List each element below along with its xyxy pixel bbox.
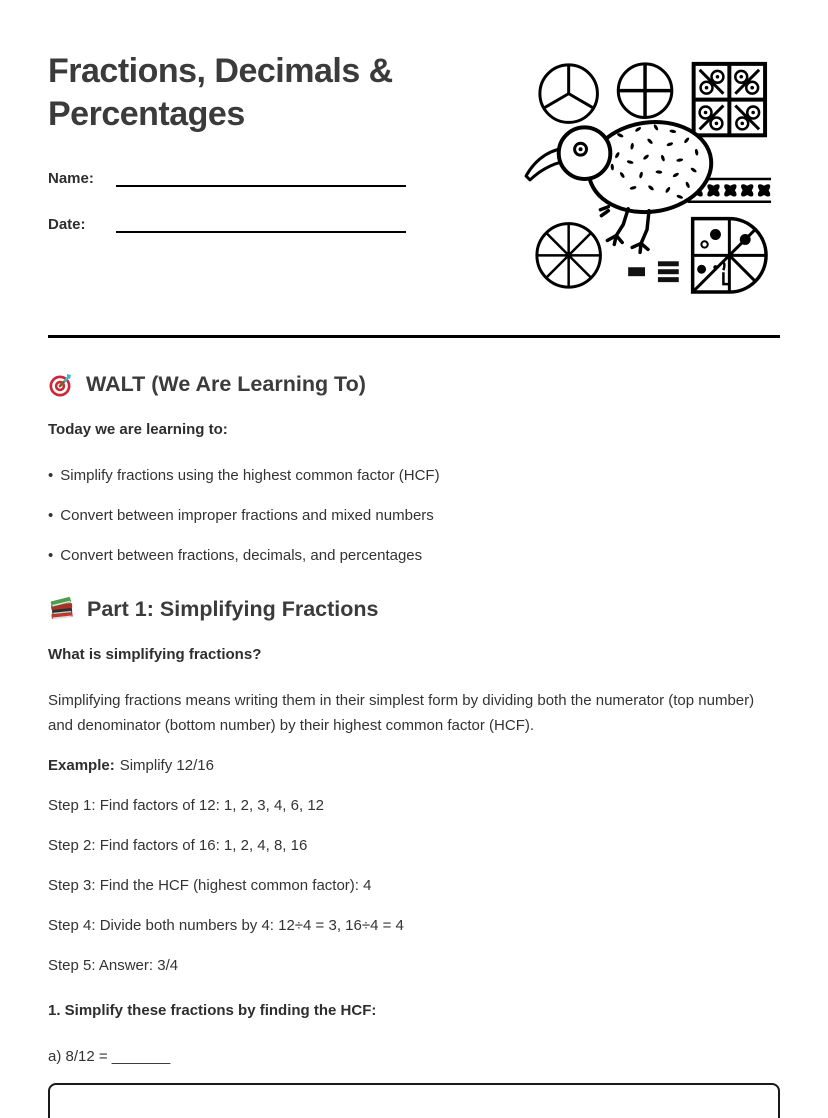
- walt-heading-text: WALT (We Are Learning To): [86, 372, 366, 396]
- walt-bullet-2: • Convert between improper fractions and mixed numbers: [48, 507, 434, 524]
- thirds-fraction-circle: [540, 65, 598, 123]
- step-1: Step 1: Find factors of 12: 1, 2, 3, 4, 6, 12: [48, 797, 324, 814]
- koru-pattern-square: [694, 64, 765, 135]
- exercise-item-a: a) 8/12 = _______: [48, 1048, 171, 1065]
- date-field-row: [48, 208, 508, 233]
- walt-bullet-1: • Simplify fractions using the highest common factor (HCF): [48, 467, 440, 484]
- walt-heading: [48, 371, 780, 398]
- kiwi-bird: [526, 114, 717, 252]
- step-5: Step 5: Answer: 3/4: [48, 957, 179, 974]
- books-emoji-icon: [48, 596, 76, 623]
- part1-heading: [48, 596, 780, 623]
- header: [48, 46, 780, 335]
- section-divider: [48, 335, 780, 338]
- page-title: Fractions, Decimals & Percentages: [48, 52, 393, 133]
- step-2: Step 2: Find factors of 16: 1, 2, 4, 8, 16: [48, 837, 308, 854]
- part1-subheading: What is simplifying fractions?: [48, 646, 262, 663]
- answer-box[interactable]: [48, 1083, 780, 1118]
- name-write-line[interactable]: [116, 167, 406, 187]
- target-dart-emoji-icon: [48, 371, 75, 398]
- walt-intro: Today we are learning to:: [48, 421, 228, 438]
- walt-bullet-list: [48, 464, 780, 568]
- step-3: Step 3: Find the HCF (highest common factor): 4: [48, 877, 372, 894]
- kiwi-fractions-illustration: [520, 50, 780, 303]
- step-4: Step 4: Divide both numbers by 4: 12÷4 = 3, 16÷4 = 4: [48, 917, 404, 934]
- example-text: Simplify 12/16: [119, 757, 214, 774]
- dotted-pie-chart: [693, 219, 766, 292]
- part1-heading-text: Part 1: Simplifying Fractions: [87, 597, 379, 621]
- example-line: [48, 754, 780, 778]
- name-label: Name:: [48, 170, 94, 187]
- date-label: Date:: [48, 216, 86, 233]
- date-write-line[interactable]: [116, 213, 406, 233]
- part1-explanation: Simplifying fractions means writing them in their simplest form by dividing both the numerator (top number) and denominator (bottom number) by their highest common factor (HCF).: [48, 692, 755, 734]
- minus-equals-marks: [628, 261, 679, 282]
- kiwi-illustration-svg: [520, 50, 780, 298]
- eighths-fraction-circle: [537, 224, 600, 287]
- exercise-heading: 1. Simplify these fractions by finding the HCF:: [48, 1002, 377, 1019]
- quarters-fraction-circle: [618, 64, 672, 118]
- example-label: Example:: [48, 757, 115, 774]
- name-field-row: [48, 162, 508, 187]
- walt-bullet-3: • Convert between fractions, decimals, and percentages: [48, 547, 423, 564]
